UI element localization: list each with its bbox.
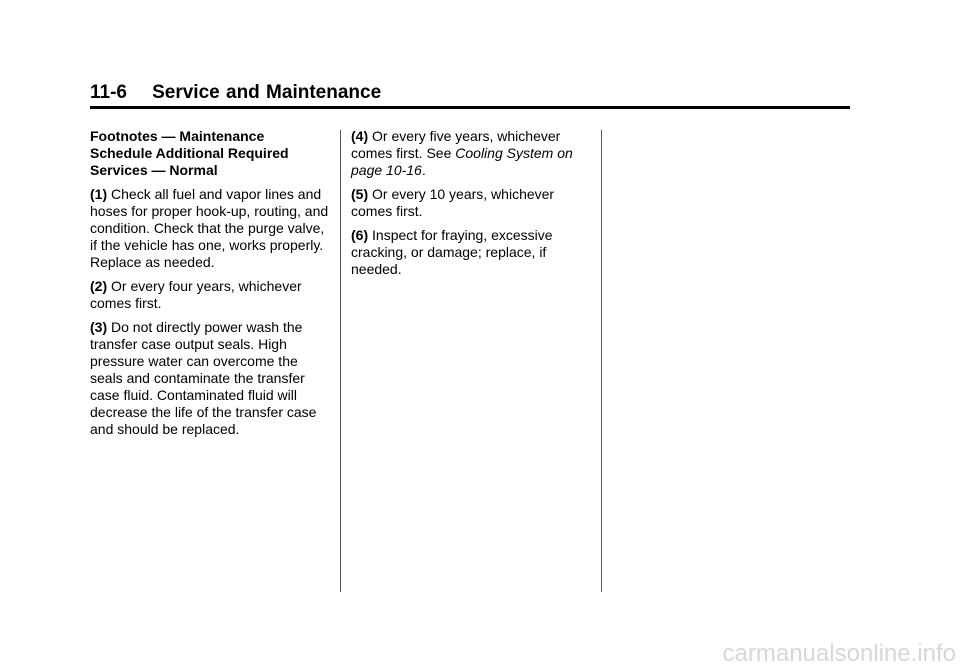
footnote-number: (2) [90, 278, 108, 294]
footnote-1 [90, 186, 330, 271]
footnote-3 [90, 319, 330, 438]
footnote-text: Or every 10 years, whichever comes first. [351, 186, 555, 219]
footnote-number: (3) [90, 319, 108, 335]
footnotes-heading: Footnotes — Maintenance Schedule Additional Required Services — Normal [90, 128, 289, 178]
page-header [90, 80, 850, 109]
column-divider [340, 130, 341, 592]
page-title [90, 80, 381, 106]
footnote-text: Or every four years, whichever comes first. [90, 278, 302, 311]
footnote-text-end: . [421, 162, 426, 178]
footnote-number: (6) [351, 227, 369, 243]
footnote-text: Check all fuel and vapor lines and hoses for proper hook-up, routing, and condition. Check that the purge valve, if the vehicle has one, works properly. Replace as needed. [90, 186, 329, 270]
footnote-4 [351, 128, 591, 179]
footnote-number: (1) [90, 186, 108, 202]
section-title: Service and Maintenance [152, 82, 382, 103]
footnote-number: (4) [351, 128, 369, 144]
watermark: carmanualsonline.info [722, 640, 956, 667]
footnote-number: (5) [351, 186, 369, 202]
footnote-2 [90, 278, 330, 312]
page-number: 11-6 [90, 82, 127, 103]
left-column [90, 128, 330, 445]
cross-reference-link[interactable]: Cooling System on page 10-16 [351, 145, 573, 178]
footnote-text: Do not directly power wash the transfer case output seals. High pressure water can overcome the seals and contaminate the transfer case fluid. Contaminated fluid will decrease the life of the transfer case and should be replaced. [90, 319, 317, 437]
footnote-6 [351, 227, 591, 278]
middle-column [351, 128, 591, 285]
column-divider [601, 130, 602, 592]
footnote-text: Inspect for fraying, excessive cracking, or damage; replace, if needed. [351, 227, 553, 277]
footnote-text: Or every five years, whichever comes first. See [351, 128, 561, 161]
footnote-5 [351, 186, 591, 220]
